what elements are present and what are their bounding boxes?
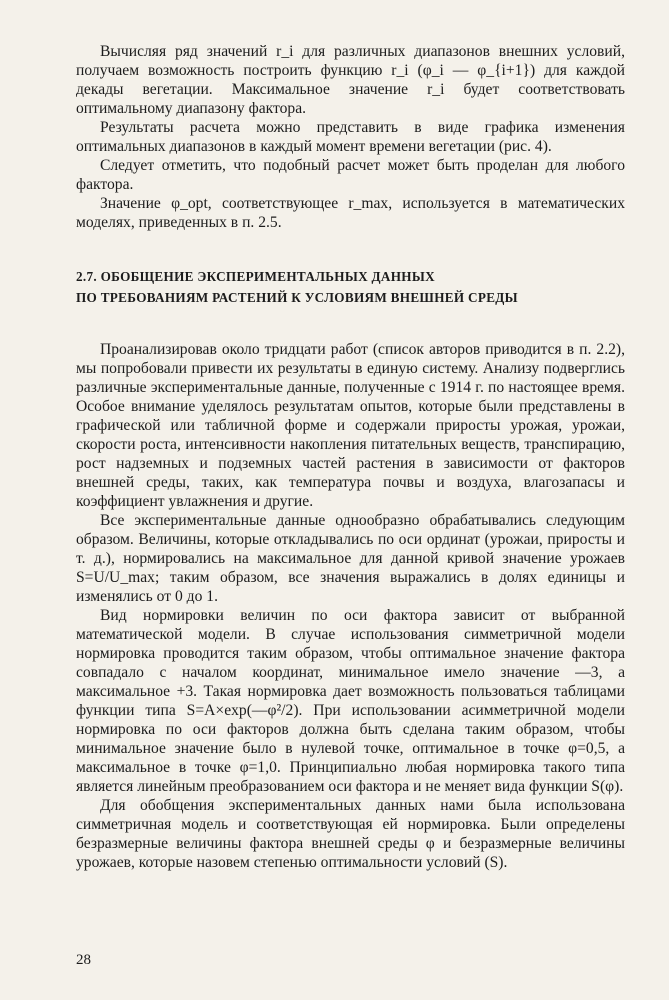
page-number: 28 [76,952,91,968]
main-text-block [76,340,625,872]
section-heading [76,266,625,308]
paragraph-top-2: Результаты расчета можно представить в виде графика изменения оптимальных диапазонов в каждый момент времени вегетации (рис. 4). [76,119,625,155]
section-heading-line-2: ПО ТРЕБОВАНИЯМ РАСТЕНИЙ К УСЛОВИЯМ ВНЕШНЕЙ СРЕДЫ [76,290,518,305]
paragraph-top-3: Следует отметить, что подобный расчет может быть проделан для любого фактора. [76,157,625,193]
paragraph-main-1: Проанализировав около тридцати работ (список авторов приводится в п. 2.2), мы попробовали привести их результаты в единую систему. Анализу подверглись различные экспериментальные данные, полученные с 1914 г. по настоящее время. Особое внимание уделялось результатам опытов, которые были представлены в графической или табличной форме и содержали приросты урожая, урожаи, скорости роста, интенсивности накопления питательных веществ, транспирацию, рост надземных и подземных частей растения в зависимости от факторов внешней среды, таких, как температура почвы и воздуха, влагозапасы и коэффициент увлажнения и другие. [76,341,625,510]
top-text-block [76,42,625,232]
paragraph-main-4: Для обобщения экспериментальных данных нами была использована симметричная модель и соответствующая ей нормировка. Были определены безразмерные величины фактора внешней среды φ и безразмерные величины урожаев, которые назовем степенью оптимальности условий (S). [76,797,625,871]
paragraph-main-2: Все экспериментальные данные однообразно обрабатывались следующим образом. Величины, которые откладывались по оси ординат (урожаи, приросты и т. д.), нормировались на максимальное для данной кривой значение урожаев S=U/U_max; таким образом, все значения выражались в долях единицы и изменялись от 0 до 1. [76,512,625,605]
paragraph-top-1: Вычисляя ряд значений r_i для различных диапазонов внешних условий, получаем возможность построить функцию r_i (φ_i — φ_{i+1}) для каждой декады вегетации. Максимальное значение r_i будет соответствовать оптимальному диапазону фактора. [76,43,625,117]
paragraph-main-3: Вид нормировки величин по оси фактора зависит от выбранной математической модели. В случае использования симметричной модели нормировка проводится таким образом, чтобы оптимальное значение фактора совпадало с началом координат, минимальное имело значение —3, а максимальное +3. Такая нормировка дает возможность пользоваться таблицами функции типа S=A×exp(—φ²/2). При использовании асимметричной модели нормировка по оси факторов должна быть сделана таким образом, чтобы минимальное значение было в нулевой точке, оптимальное в точке φ=0,5, а максимальное в точке φ=1,0. Принципиально любая нормировка такого типа является линейным преобразованием оси фактора и не меняет вида функции S(φ). [76,607,625,795]
paragraph-top-4: Значение φ_opt, соответствующее r_max, используется в математических моделях, приведенных в п. 2.5. [76,195,625,231]
section-heading-line-1: 2.7. ОБОБЩЕНИЕ ЭКСПЕРИМЕНТАЛЬНЫХ ДАННЫХ [76,269,435,284]
